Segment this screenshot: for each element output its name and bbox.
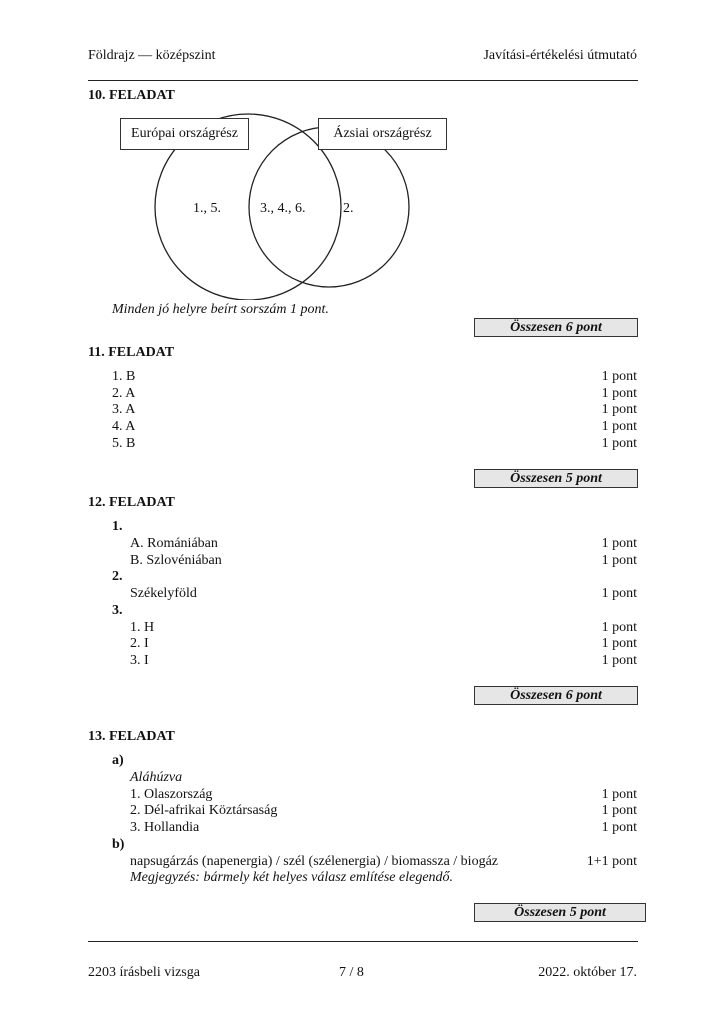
task13-b-note: Megjegyzés: bármely két helyes válasz említése elegendő. — [130, 870, 454, 885]
venn-right-label-box — [318, 118, 447, 150]
task10-title: 10. FELADAT — [88, 88, 175, 103]
footer-page-number: 7 / 8 — [339, 965, 364, 980]
task13-b-answer: napsugárzás (napenergia) / szél (szélenergia) / biomassza / biogáz — [130, 854, 498, 869]
task12-q3-points: 1 pont — [601, 653, 637, 668]
task13-a-points: 1 pont — [601, 803, 637, 818]
task11-answer: 5. B — [112, 436, 136, 451]
task13-a-number: a) — [112, 753, 124, 768]
task13-a-points: 1 pont — [601, 787, 637, 802]
task13-b-points: 1+1 pont — [586, 854, 637, 869]
task11-points: 1 pont — [601, 436, 637, 451]
header-doc-type: Javítási-értékelési útmutató — [483, 48, 637, 63]
task12-q3-points: 1 pont — [601, 636, 637, 651]
task12-q1-answer-b: B. Szlovéniában — [130, 553, 222, 568]
venn-left-label: Európai országrész — [131, 126, 238, 141]
task12-q3-answer: 1. H — [130, 620, 155, 635]
task12-q1-points-a: 1 pont — [601, 536, 637, 551]
task12-q3-answer: 2. I — [130, 636, 149, 651]
task11-answer: 3. A — [112, 402, 136, 417]
task12-q1-answer-a: A. Romániában — [130, 536, 218, 551]
footer-date: 2022. október 17. — [538, 965, 637, 980]
task13-b-number: b) — [112, 837, 125, 852]
task12-q3-points: 1 pont — [601, 620, 637, 635]
task11-title: 11. FELADAT — [88, 345, 175, 360]
venn-intersection: 3., 4., 6. — [260, 201, 306, 216]
venn-left-label-box — [120, 118, 249, 150]
task11-points: 1 pont — [601, 419, 637, 434]
task11-points: 1 pont — [601, 369, 637, 384]
task12-q3-answer: 3. I — [130, 653, 149, 668]
footer-exam-code: 2203 írásbeli vizsga — [88, 965, 200, 980]
task12-title: 12. FELADAT — [88, 495, 175, 510]
venn-right-label: Ázsiai országrész — [333, 126, 432, 141]
task11-answer: 4. A — [112, 419, 136, 434]
header-subject: Földrajz — középszint — [88, 48, 216, 63]
task13-a-answer: 1. Olaszország — [130, 787, 213, 802]
task11-points: 1 pont — [601, 402, 637, 417]
task12-q1-number: 1. — [112, 519, 123, 534]
venn-left-only: 1., 5. — [193, 201, 221, 216]
task11-answer: 1. B — [112, 369, 136, 384]
venn-diagram — [0, 0, 724, 300]
task11-total: Összesen 5 pont — [474, 469, 638, 488]
footer-rule — [88, 941, 638, 942]
task13-a-answer: 3. Hollandia — [130, 820, 200, 835]
task12-q2-points: 1 pont — [601, 586, 637, 601]
task12-q2-answer: Székelyföld — [130, 586, 197, 601]
task12-q3-number: 3. — [112, 603, 123, 618]
task13-total: Összesen 5 pont — [474, 903, 646, 922]
task13-a-note: Aláhúzva — [130, 770, 183, 785]
task13-title: 13. FELADAT — [88, 729, 175, 744]
task12-q1-points-b: 1 pont — [601, 553, 637, 568]
task11-answer: 2. A — [112, 386, 136, 401]
venn-right-only: 2. — [343, 201, 354, 216]
task10-note: Minden jó helyre beírt sorszám 1 pont. — [112, 302, 329, 317]
task10-total: Összesen 6 pont — [474, 318, 638, 337]
task11-points: 1 pont — [601, 386, 637, 401]
task12-q2-number: 2. — [112, 569, 123, 584]
task13-a-answer: 2. Dél-afrikai Köztársaság — [130, 803, 278, 818]
task13-a-points: 1 pont — [601, 820, 637, 835]
task12-total: Összesen 6 pont — [474, 686, 638, 705]
